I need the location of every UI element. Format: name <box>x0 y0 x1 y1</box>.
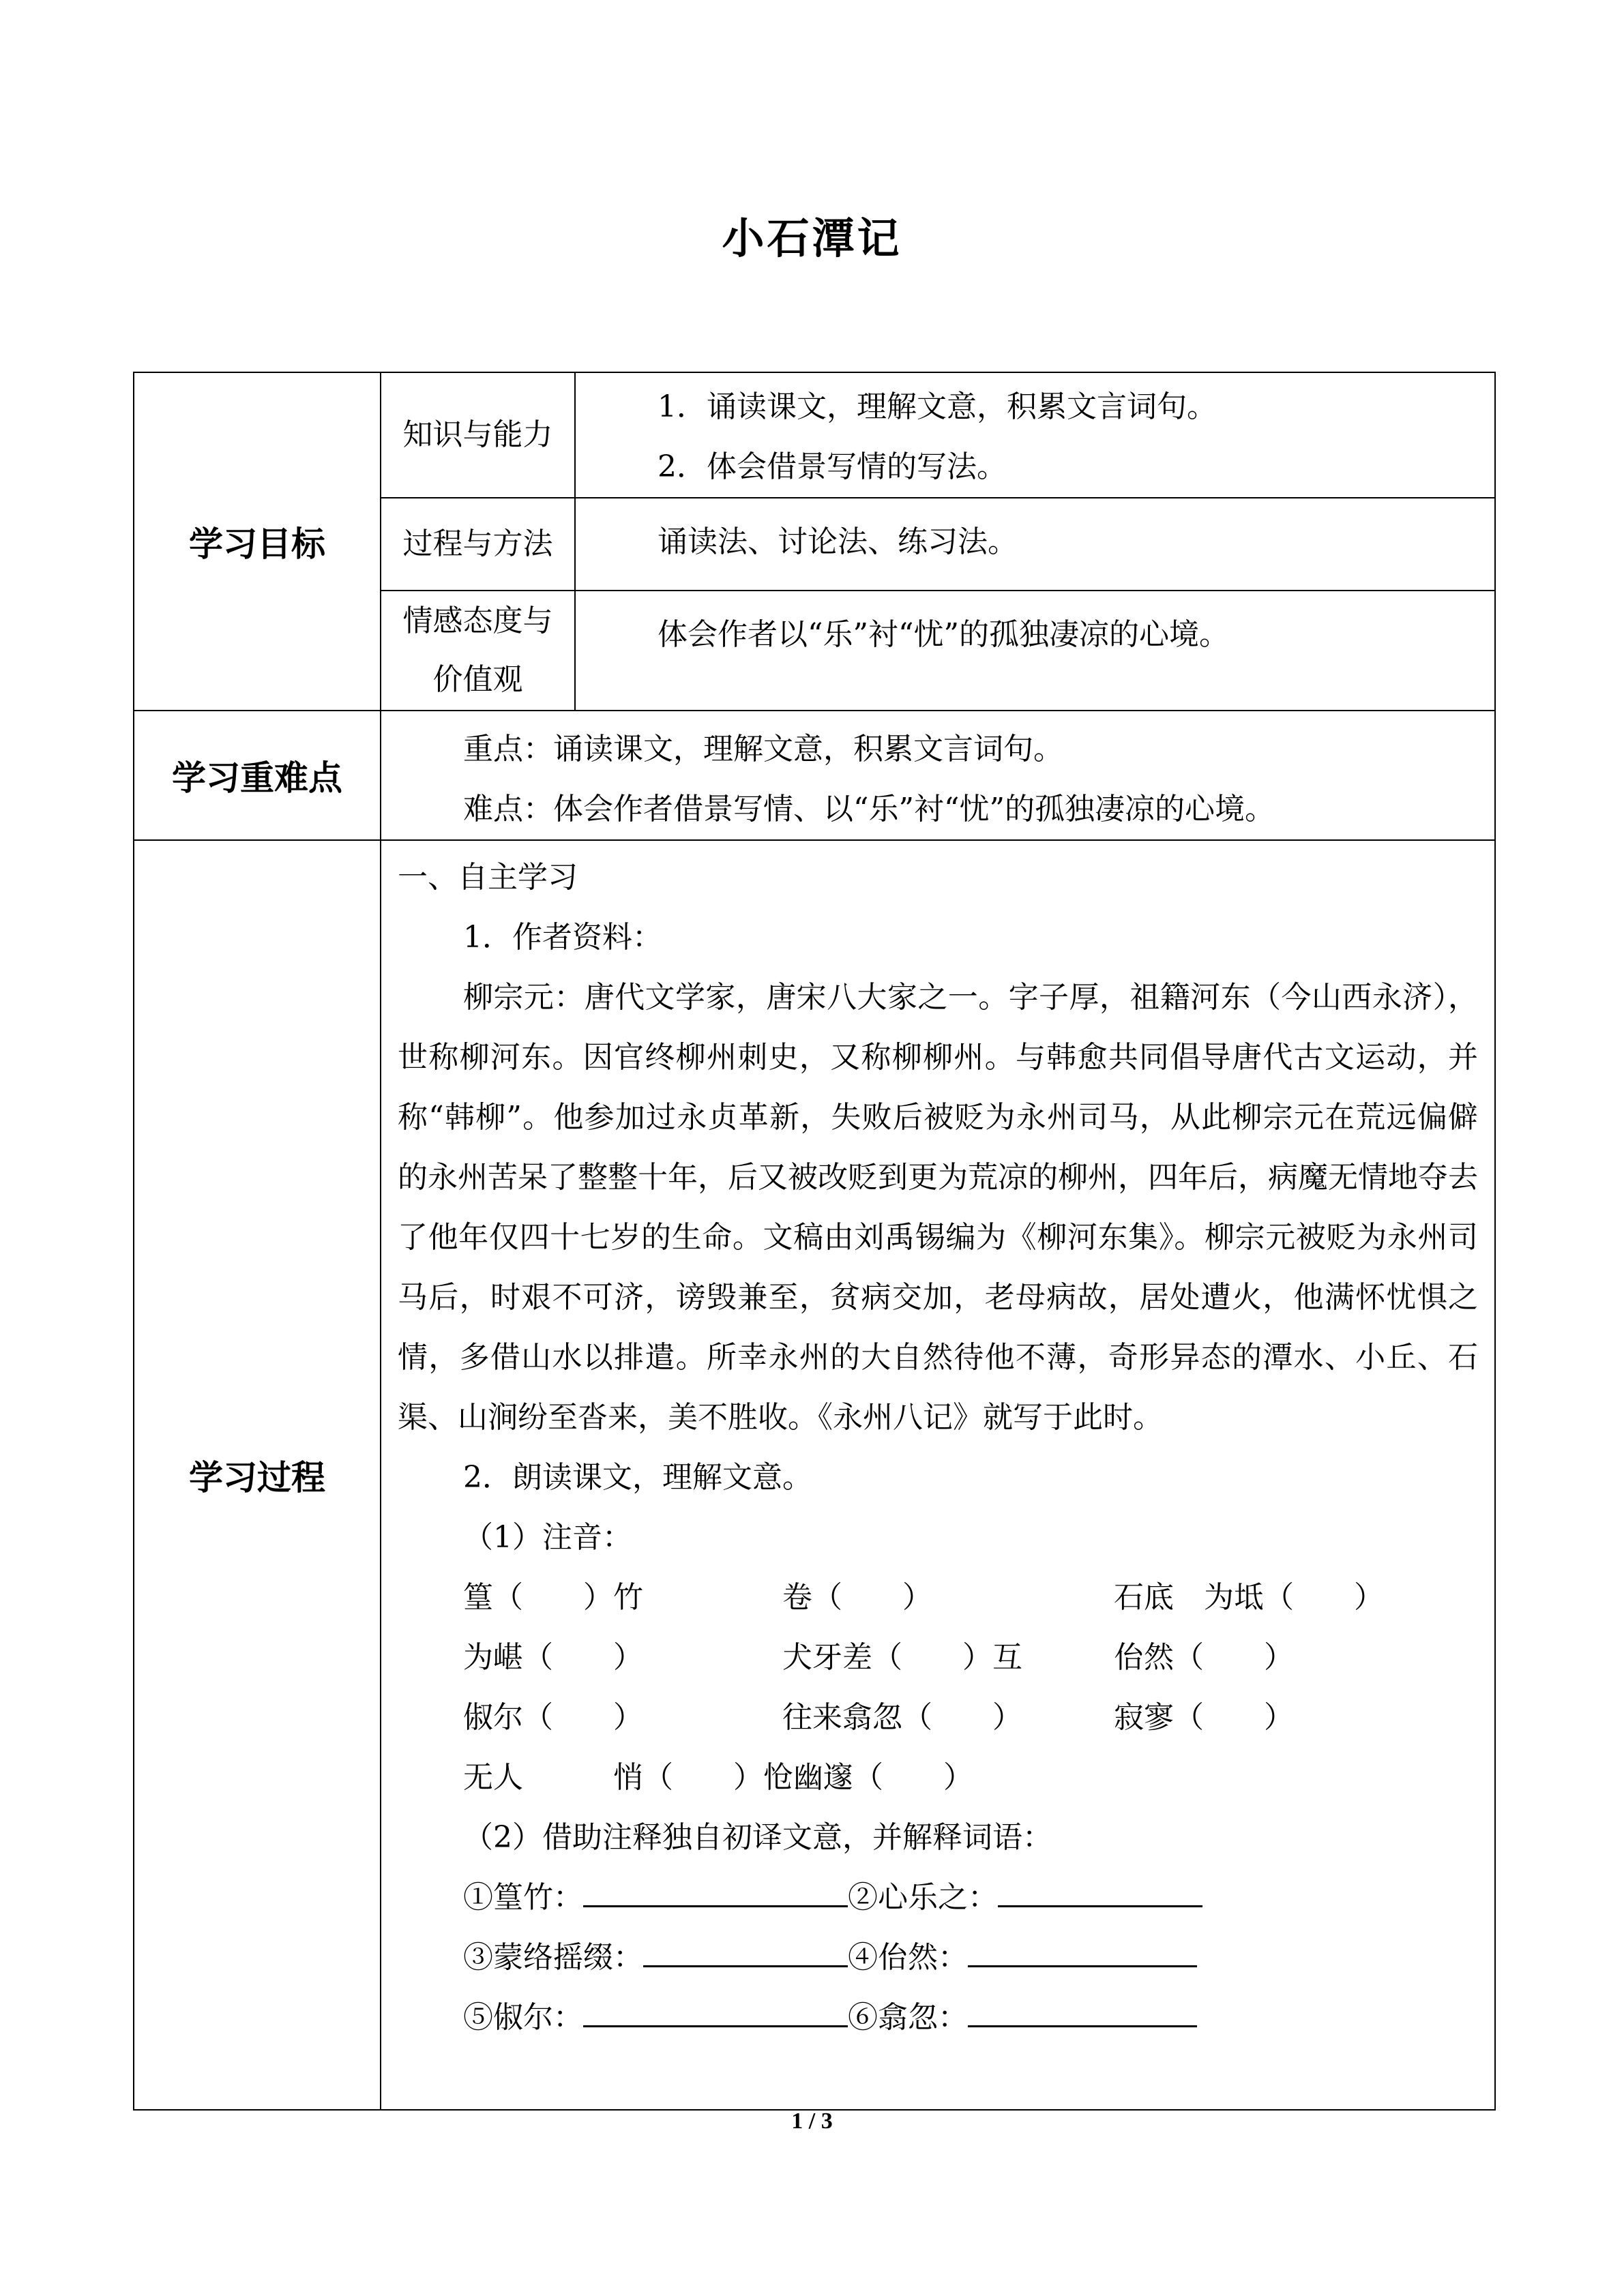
key-points-row <box>134 711 1495 840</box>
process-row <box>134 840 1495 2110</box>
pinyin-item: 犬牙差（ ）互 <box>782 1640 1022 1675</box>
process-header: 学习过程 <box>134 840 381 2110</box>
process-content <box>381 840 1495 2110</box>
goal-label-line: 情感态度与 <box>402 603 553 638</box>
goal-line: 1．诵读课文，理解文意，积累文言词句。 <box>658 389 1217 424</box>
vocab-row <box>463 1988 1478 2048</box>
lesson-plan-table <box>133 372 1496 2111</box>
goal-content-emotion <box>575 591 1495 711</box>
pinyin-item: 俶尔（ ） <box>463 1700 643 1735</box>
pinyin-item: 佁然（ ） <box>1114 1640 1294 1675</box>
vocab-row <box>463 1928 1478 1988</box>
goal-line: 体会作者以“乐”衬“忧”的孤独凄凉的心境。 <box>658 617 1229 652</box>
pinyin-item: 篁（ ）竹 <box>463 1580 643 1615</box>
goal-label-knowledge: 知识与能力 <box>381 372 575 498</box>
vocab-term: ④佁然： <box>848 1940 968 1975</box>
pinyin-item: 卷（ ） <box>782 1580 932 1615</box>
author-bio: 柳宗元：唐代文学家，唐宋八大家之一。字子厚，祖籍河东（今山西永济），世称柳河东。因官终柳州刺史，又称柳柳州。与韩愈共同倡导唐代古文运动，并称“韩柳”。他参加过永贞革新，失败后被贬为永州司马，从此柳宗元在荒远偏僻的永州苦呆了整整十年，后又被改贬到更为荒凉的柳州，四年后，病魔无情地夺去了他年仅四十七岁的生命。文稿由刘禹锡编为《柳河东集》。柳宗元被贬为永州司马后，时艰不可济，谤毁兼至，贫病交加，老母病故，居处遭火，他满怀忧惧之情，多借山水以排遣。所幸永州的大自然待他不薄，奇形异态的潭水、小丘、石渠、山涧纷至沓来，美不胜收。《永州八记》就写于此时。 <box>398 980 1478 1435</box>
goals-header: 学习目标 <box>134 372 381 711</box>
page-title: 小石潭记 <box>722 213 902 263</box>
goal-row-knowledge <box>134 372 1495 498</box>
vocab-term: ②心乐之： <box>848 1880 998 1915</box>
vocab-term: ③蒙络摇缀： <box>463 1940 643 1975</box>
answer-blank[interactable] <box>583 1998 848 2027</box>
goal-label-method: 过程与方法 <box>381 498 575 591</box>
sub-heading: （2）借助注释独自初译文意，并解释词语： <box>463 1820 1052 1855</box>
key-points-content <box>381 711 1495 840</box>
vocab-term: ⑥翕忽： <box>848 2000 968 2035</box>
key-point-line: 难点：体会作者借景写情、以“乐”衬“忧”的孤独凄凉的心境。 <box>463 792 1275 826</box>
goal-content-method <box>575 498 1495 591</box>
sub-heading: （1）注音： <box>463 1520 632 1555</box>
key-point-line: 重点：诵读课文，理解文意，积累文言词句。 <box>463 732 1063 766</box>
goal-line: 2．体会借景写情的写法。 <box>658 449 1007 484</box>
goal-content-knowledge <box>575 372 1495 498</box>
pinyin-item: 无人 悄（ ）怆幽邃（ ） <box>463 1760 973 1795</box>
pinyin-grid <box>463 1568 1478 1808</box>
vocab-term: ①篁竹： <box>463 1880 583 1915</box>
goal-label-emotion <box>381 591 575 711</box>
answer-blank[interactable] <box>643 1938 848 1967</box>
pinyin-item: 为嵁（ ） <box>463 1640 643 1675</box>
vocab-term: ⑤俶尔： <box>463 2000 583 2035</box>
answer-blank[interactable] <box>583 1878 848 1907</box>
key-points-header: 学习重难点 <box>134 711 381 840</box>
goal-label-line: 价值观 <box>432 662 523 697</box>
section-heading: 一、自主学习 <box>398 860 578 895</box>
vocab-row <box>463 1868 1478 1928</box>
item-heading: 1．作者资料： <box>463 920 662 955</box>
answer-blank[interactable] <box>968 1998 1197 2027</box>
pinyin-item: 石底 为坻（ ） <box>1114 1580 1384 1615</box>
pinyin-item: 往来翕忽（ ） <box>782 1700 1022 1735</box>
goal-line: 诵读法、讨论法、练习法。 <box>658 524 1018 559</box>
pinyin-item: 寂寥（ ） <box>1114 1700 1294 1735</box>
page-number: 1 / 3 <box>791 2108 833 2134</box>
item-heading: 2．朗读课文，理解文意。 <box>463 1460 812 1495</box>
answer-blank[interactable] <box>998 1878 1202 1907</box>
answer-blank[interactable] <box>968 1938 1197 1967</box>
